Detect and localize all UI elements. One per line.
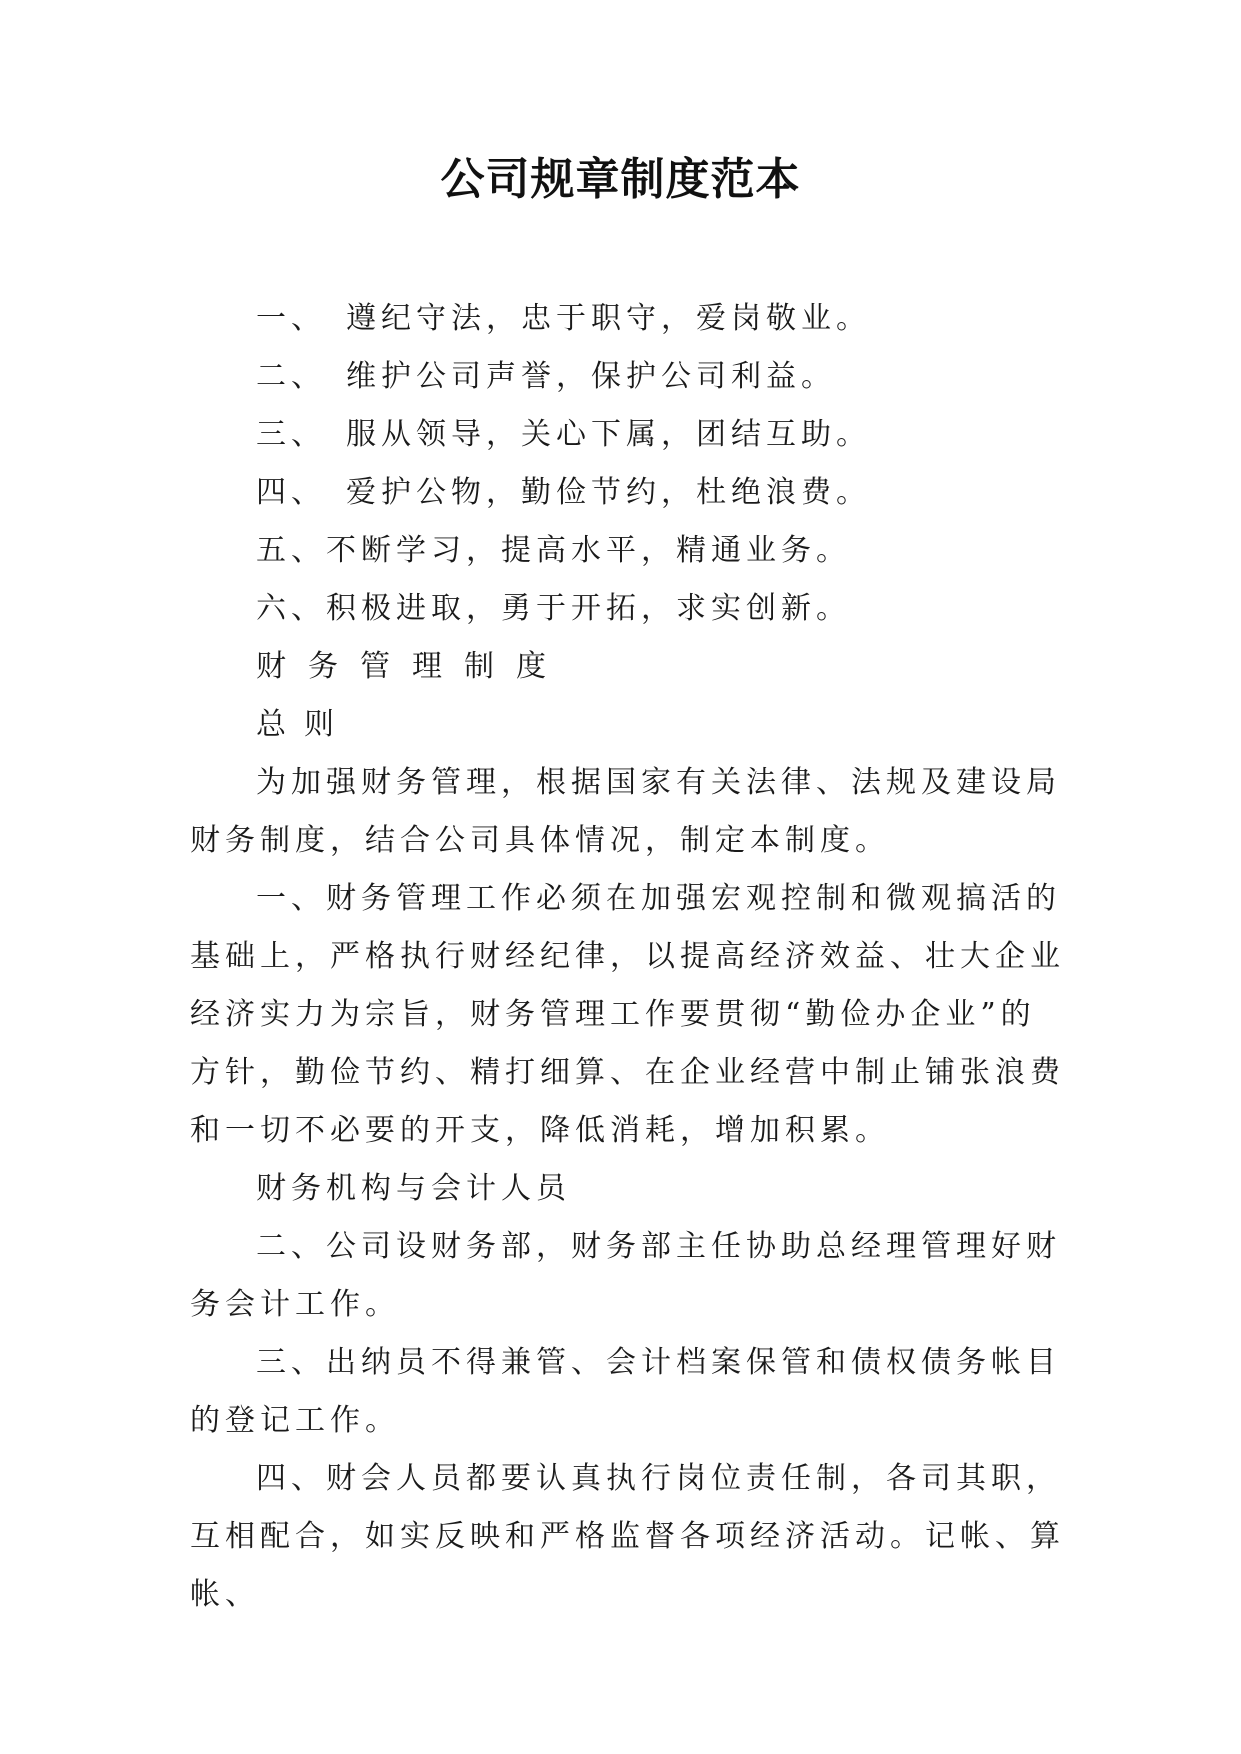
document-title: 公司规章制度范本 bbox=[440, 154, 801, 205]
rule-paragraph-2: 二、 维护公司声誉，保护公司利益。 bbox=[256, 359, 836, 394]
document-body bbox=[190, 290, 1070, 1624]
rule-paragraph-4: 四、 爱护公物，勤俭节约，杜绝浪费。 bbox=[256, 475, 871, 510]
rule-paragraph-6: 六、积极进取，勇于开拓，求实创新。 bbox=[256, 591, 851, 626]
article-4-paragraph: 四、财会人员都要认真执行岗位责任制，各司其职，互相配合，如实反映和严格监督各项经济活动。记帐、算帐、 bbox=[190, 1461, 1065, 1612]
rule-paragraph-3: 三、 服从领导，关心下属，团结互助。 bbox=[256, 417, 871, 452]
section-heading-general: 总则 bbox=[256, 707, 352, 742]
rule-paragraph-5: 五、不断学习，提高水平，精通业务。 bbox=[256, 533, 851, 568]
section-heading-finance: 财务管理制度 bbox=[256, 649, 568, 684]
article-2-paragraph: 二、公司设财务部，财务部主任协助总经理管理好财务会计工作。 bbox=[190, 1229, 1061, 1322]
section-heading-staff: 财务机构与会计人员 bbox=[256, 1171, 571, 1206]
article-3-paragraph: 三、出纳员不得兼管、会计档案保管和债权债务帐目的登记工作。 bbox=[190, 1345, 1061, 1438]
rule-paragraph-1: 一、 遵纪守法，忠于职守，爱岗敬业。 bbox=[256, 301, 871, 336]
article-1-paragraph: 一、财务管理工作必须在加强宏观控制和微观搞活的基础上，严格执行财经纪律，以提高经济效益、壮大企业经济实力为宗旨，财务管理工作要贯彻“勤俭办企业”的方针，勤俭节约、精打细算、在企业经营中制止铺张浪费和一切不必要的开支，降低消耗，增加积累。 bbox=[190, 881, 1065, 1148]
general-paragraph: 为加强财务管理，根据国家有关法律、法规及建设局财务制度，结合公司具体情况，制定本制度。 bbox=[190, 765, 1061, 858]
